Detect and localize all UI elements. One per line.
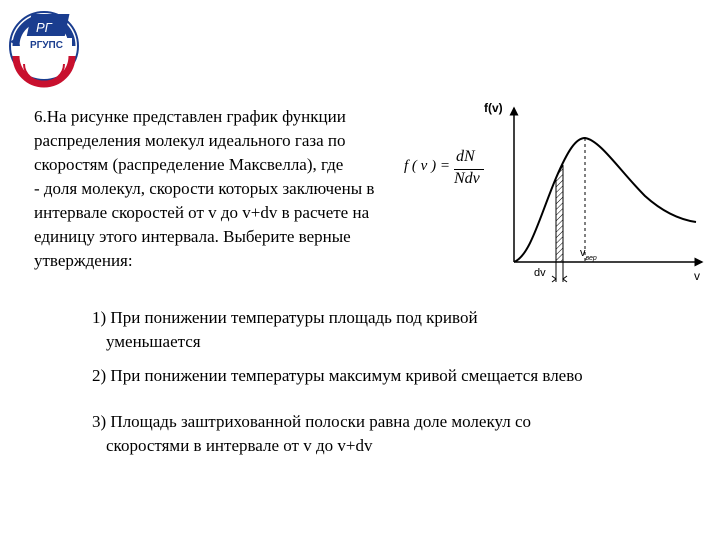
question-line: - доля молекул, скорости которых заключены в [34,179,375,198]
question-line: утверждения: [34,251,133,270]
dv-label: dv [534,267,546,279]
hatched-strip [556,165,563,262]
university-logo [2,2,86,88]
answer-text: 1) При понижении температуры площадь под кривой [92,308,478,327]
vmax-label [580,247,597,262]
answer-text: 2) При понижении температуры максимум кривой смещается влево [92,366,583,385]
formula-denominator: Ndv [454,170,480,187]
answer-text: 3) Площадь заштрихованной полоски равна доле молекул со [92,412,532,431]
question-line: скоростям (распределение Максвелла), где [34,155,344,174]
answer-option-2[interactable] [92,364,583,388]
answer-option-1[interactable] [92,306,612,354]
svg-text:РГ: РГ [36,20,52,35]
answer-option-3[interactable] [92,410,632,458]
dv-arrow-right [563,276,567,282]
question-line: интервале скоростей от v до v+dv в расчете на [34,203,370,222]
answer-text-continuation: уменьшается [106,332,201,351]
distribution-curve [514,138,696,262]
answer-text-continuation: скоростями в интервале от v до v+dv [106,436,373,455]
maxwell-distribution-graph [470,86,710,296]
formula-lhs: f ( v ) = [404,158,450,174]
x-axis-label: v [694,269,700,283]
vmax-symbol: v [580,247,586,259]
formula-numerator: dN [456,148,475,165]
dv-arrow-left [552,276,556,282]
question-line: 6.На рисунке представлен график функции [34,107,346,126]
question-line: распределения молекул идеального газа по [34,131,346,150]
question-text [34,105,444,273]
vmax-subscript: вер [585,255,597,262]
question-line: единицу этого интервала. Выберите верные [34,227,351,246]
y-axis-label: f(v) [484,101,503,115]
logo-text: РГУПС [30,40,63,51]
